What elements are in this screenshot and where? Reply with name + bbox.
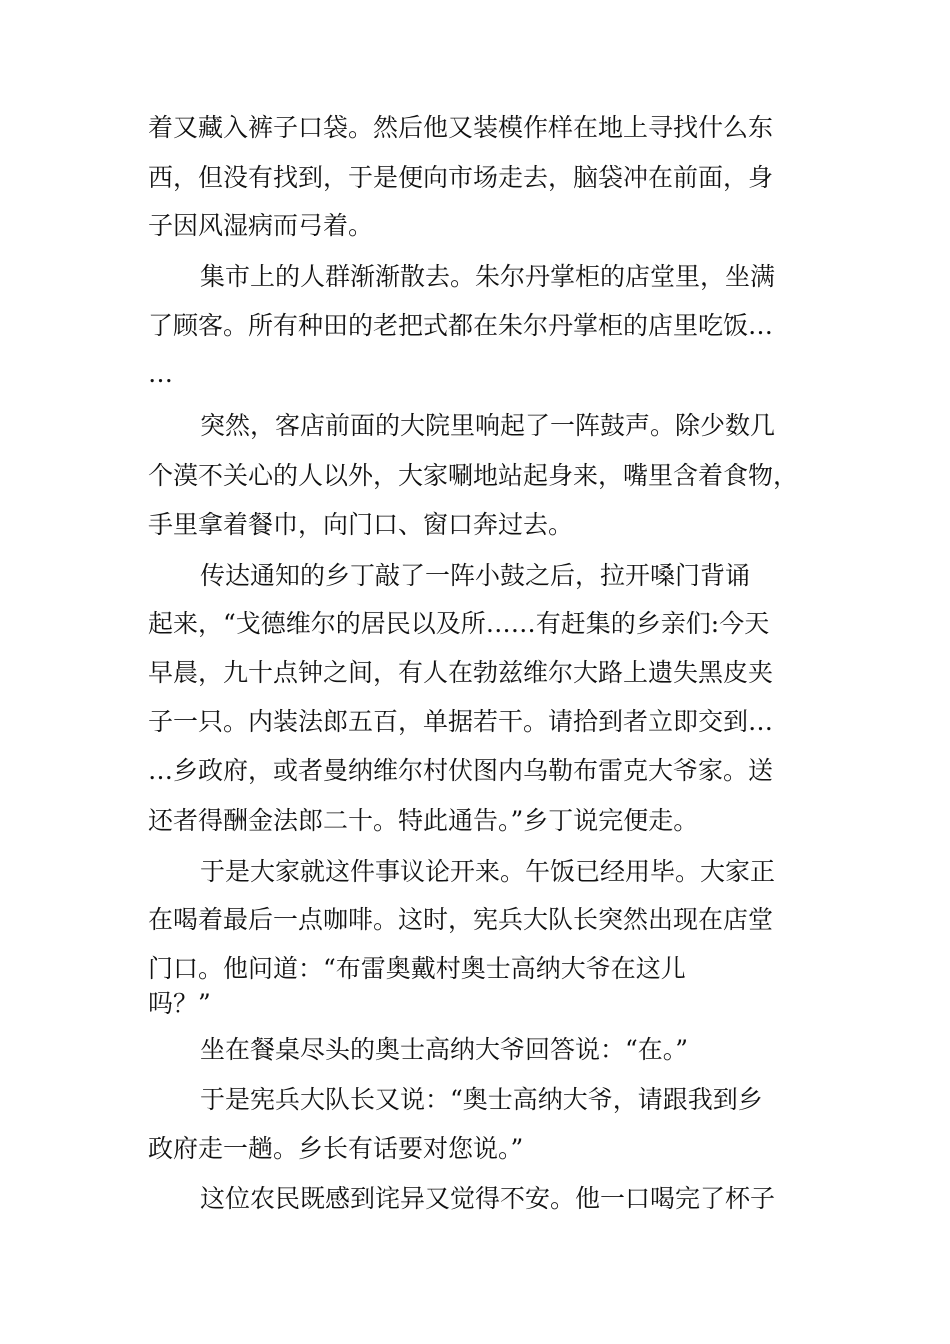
text-line: 子因风湿病而弓着。 [148,211,374,240]
paragraph-first-line: 传达通知的乡丁敲了一阵小鼓之后，拉开嗓门背诵 [200,561,751,590]
text-line: 起来，“戈德维尔的居民以及所……有赶集的乡亲们:今天 [148,609,770,638]
paragraph-first-line: 这位农民既感到诧异又觉得不安。他一口喝完了杯子 [200,1184,776,1213]
text-line: 吗？” [148,989,211,1018]
paragraph-first-line: 于是宪兵大队长又说：“奥士高纳大爷，请跟我到乡 [200,1085,763,1114]
text-line: 还者得酬金法郎二十。特此通告。”乡丁说完便走。 [148,806,699,835]
text-line: … [148,359,173,388]
text-line: 西，但没有找到，于是便向市场走去，脑袋冲在前面，身 [148,163,774,192]
text-line: 门口。他问道：“布雷奥戴村奥士高纳大爷在这儿 [148,954,686,983]
text-line: 子一只。内装法郎五百，单据若干。请拾到者立即交到… [148,707,774,736]
text-line: 个漠不关心的人以外，大家唰地站起身来，嘴里含着食物， [148,461,799,490]
paragraph-first-line: 于是大家就这件事议论开来。午饭已经用毕。大家正 [200,857,776,886]
text-line: 手里拿着餐巾，向门口、窗口奔过去。 [148,510,574,539]
text-line: 了顾客。所有种田的老把式都在朱尔丹掌柜的店里吃饭… [148,311,774,340]
paragraph-first-line: 突然，客店前面的大院里响起了一阵鼓声。除少数几 [200,411,776,440]
paragraph-first-line: 集市上的人群渐渐散去。朱尔丹掌柜的店堂里，坐满 [200,262,776,291]
text-line: 在喝着最后一点咖啡。这时，宪兵大队长突然出现在店堂 [148,905,774,934]
text-line: 政府走一趟。乡长有话要对您说。” [148,1134,524,1163]
paragraph-first-line: 坐在餐桌尽头的奥士高纳大爷回答说：“在。” [200,1035,689,1064]
text-line: 着又藏入裤子口袋。然后他又装模作样在地上寻找什么东 [148,113,774,142]
text-line: …乡政府，或者曼纳维尔村伏图内乌勒布雷克大爷家。送 [148,756,774,785]
text-line: 早晨，九十点钟之间，有人在勃兹维尔大路上遗失黑皮夹 [148,658,774,687]
